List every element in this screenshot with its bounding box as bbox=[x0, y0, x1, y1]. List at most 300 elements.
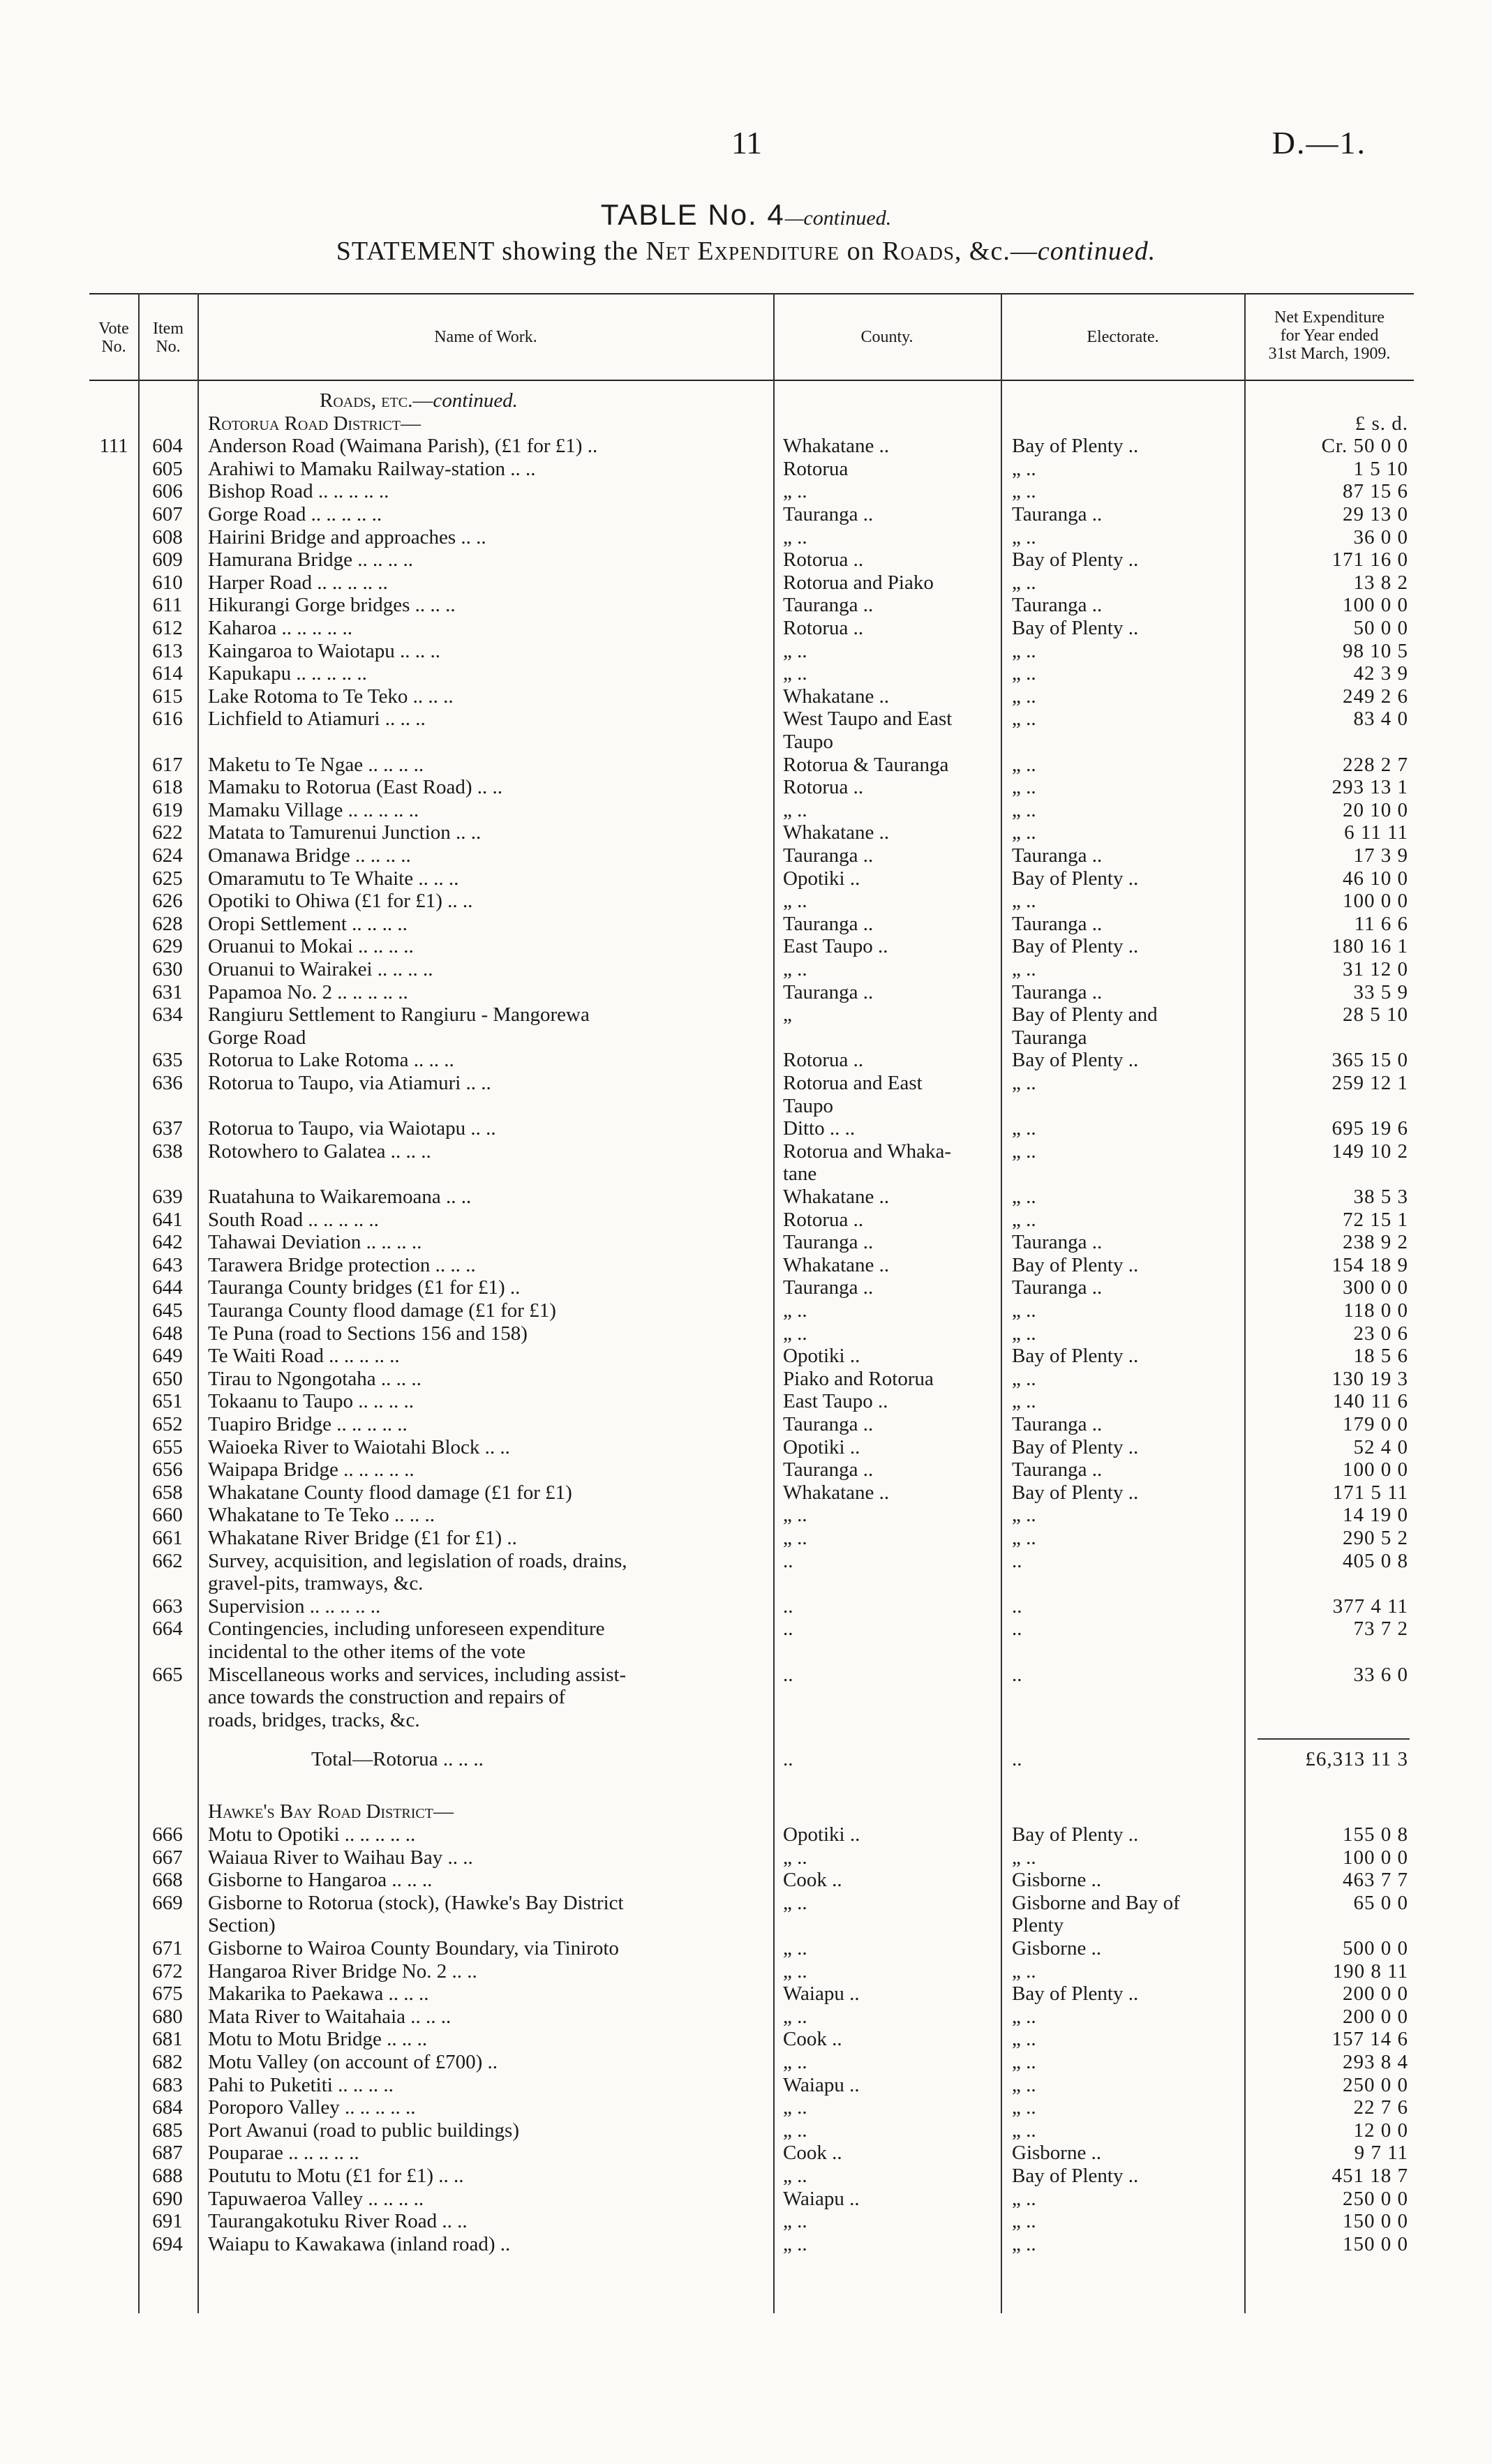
net-expenditure: 290 5 2 bbox=[1343, 1527, 1408, 1549]
item-number: 636 bbox=[152, 1072, 183, 1094]
county-name: „ .. bbox=[783, 2164, 807, 2187]
item-number: 683 bbox=[152, 2073, 183, 2096]
electorate-name: „ .. bbox=[1012, 1527, 1036, 1549]
item-number: 638 bbox=[152, 1140, 183, 1163]
work-name: Papamoa No. 2 .. .. .. .. .. bbox=[208, 980, 408, 1003]
county-name: .. bbox=[783, 1663, 793, 1686]
item-number: 630 bbox=[152, 958, 183, 980]
electorate-name: Bay of Plenty .. bbox=[1012, 1049, 1139, 1072]
net-expenditure: 157 14 6 bbox=[1331, 2028, 1408, 2051]
net-expenditure: 42 3 9 bbox=[1353, 662, 1408, 685]
table-row bbox=[89, 2096, 1414, 2119]
electorate-name: Plenty bbox=[1012, 1914, 1064, 1937]
table-row bbox=[89, 1140, 1414, 1163]
work-name: Oropi Settlement .. .. .. .. bbox=[208, 912, 408, 935]
table-row bbox=[89, 1618, 1414, 1641]
net-expenditure: 100 0 0 bbox=[1343, 594, 1408, 617]
table-row bbox=[89, 2028, 1414, 2051]
net-expenditure: 228 2 7 bbox=[1343, 753, 1408, 776]
work-name: incidental to the other items of the vote bbox=[208, 1641, 526, 1663]
electorate-name: „ .. bbox=[1012, 2005, 1036, 2028]
item-number: 685 bbox=[152, 2119, 183, 2142]
net-expenditure: 500 0 0 bbox=[1343, 1936, 1408, 1959]
county-name: „ .. bbox=[783, 1936, 807, 1959]
electorate-name: „ .. bbox=[1012, 753, 1036, 776]
county-name: Waiapu .. bbox=[783, 2187, 860, 2210]
electorate-name: Bay of Plenty .. bbox=[1012, 617, 1139, 639]
net-expenditure: 20 10 0 bbox=[1343, 798, 1408, 821]
work-name: Gisborne to Wairoa County Boundary, via Tiniroto bbox=[208, 1936, 619, 1959]
county-name: „ .. bbox=[783, 2050, 807, 2073]
item-number: 624 bbox=[152, 844, 183, 867]
electorate-name: „ .. bbox=[1012, 1208, 1036, 1231]
net-expenditure: 22 7 6 bbox=[1353, 2096, 1408, 2119]
table-row bbox=[89, 1527, 1414, 1550]
table-row bbox=[89, 1163, 1414, 1186]
net-expenditure: 179 0 0 bbox=[1343, 1413, 1408, 1435]
county-name: .. bbox=[783, 1595, 793, 1618]
electorate-name: „ .. bbox=[1012, 2232, 1036, 2255]
electorate-name: Tauranga .. bbox=[1012, 844, 1103, 867]
electorate-name: .. bbox=[1012, 1663, 1022, 1686]
electorate-name: „ .. bbox=[1012, 2096, 1036, 2119]
net-header-line-3: 31st March, 1909. bbox=[1268, 345, 1391, 363]
item-number: 682 bbox=[152, 2050, 183, 2073]
item-number: 655 bbox=[152, 1435, 183, 1458]
table-row bbox=[89, 1937, 1414, 1960]
county-name: „ .. bbox=[783, 1322, 807, 1345]
net-expenditure: 200 0 0 bbox=[1343, 2005, 1408, 2028]
electorate-name: „ .. bbox=[1012, 776, 1036, 799]
item-number: 672 bbox=[152, 1959, 183, 1983]
electorate-name: „ .. bbox=[1012, 890, 1036, 913]
item-number: 650 bbox=[152, 1367, 183, 1390]
net-expenditure: 377 4 11 bbox=[1332, 1595, 1408, 1618]
electorate-name: Bay of Plenty .. bbox=[1012, 1345, 1139, 1368]
electorate-name: Bay of Plenty .. bbox=[1012, 435, 1139, 458]
net-expenditure: 23 0 6 bbox=[1353, 1322, 1408, 1345]
county-name: Tauranga .. bbox=[783, 1458, 874, 1481]
net-expenditure: 18 5 6 bbox=[1353, 1345, 1408, 1368]
net-expenditure: 50 0 0 bbox=[1353, 617, 1408, 639]
work-name: Lake Rotoma to Te Teko .. .. .. bbox=[208, 685, 454, 708]
county-name: East Taupo .. bbox=[783, 935, 888, 958]
table-row bbox=[89, 2119, 1414, 2142]
work-name: Motu to Motu Bridge .. .. .. bbox=[208, 2028, 428, 2051]
item-number: 680 bbox=[152, 2005, 183, 2028]
table-row bbox=[89, 1709, 1414, 1732]
item-number: 652 bbox=[152, 1413, 183, 1435]
table-row bbox=[89, 1117, 1414, 1140]
work-name: Gisborne to Rotorua (stock), (Hawke's Bay District bbox=[208, 1891, 624, 1914]
item-header-line-1: Item bbox=[153, 320, 184, 338]
electorate-name: Bay of Plenty .. bbox=[1012, 1481, 1139, 1504]
table-row bbox=[89, 685, 1414, 708]
net-expenditure: 150 0 0 bbox=[1343, 2210, 1408, 2233]
table-row bbox=[89, 2051, 1414, 2074]
work-name: Mamaku to Rotorua (East Road) .. .. bbox=[208, 776, 503, 799]
county-name: Cook .. bbox=[783, 1869, 842, 1892]
item-number: 681 bbox=[152, 2028, 183, 2051]
net-expenditure: 171 5 11 bbox=[1332, 1481, 1408, 1504]
county-name: „ .. bbox=[783, 480, 807, 503]
county-name: Whakatane .. bbox=[783, 821, 890, 844]
electorate-name: .. bbox=[1012, 1549, 1022, 1572]
table-row bbox=[89, 1664, 1414, 1687]
work-name: Port Awanui (road to public buildings) bbox=[208, 2119, 519, 2142]
work-name: Te Waiti Road .. .. .. .. .. bbox=[208, 1345, 400, 1368]
county-name: Piako and Rotorua bbox=[783, 1367, 934, 1390]
work-name: Whakatane to Te Teko .. .. .. bbox=[208, 1504, 435, 1527]
table-row bbox=[89, 708, 1414, 731]
net-expenditure: 200 0 0 bbox=[1343, 1983, 1408, 2006]
net-expenditure: 1 5 10 bbox=[1353, 457, 1408, 480]
table-row bbox=[89, 1095, 1414, 1118]
electorate-name: „ .. bbox=[1012, 1504, 1036, 1527]
table-row bbox=[89, 526, 1414, 549]
county-name: „ .. bbox=[783, 639, 807, 662]
table-row bbox=[89, 1846, 1414, 1869]
item-number: 639 bbox=[152, 1186, 183, 1208]
electorate-name: Gisborne .. bbox=[1012, 2142, 1102, 2165]
table-row bbox=[89, 662, 1414, 685]
vote-header-line-2: No. bbox=[101, 338, 126, 356]
electorate-name: Tauranga bbox=[1012, 1026, 1087, 1049]
net-expenditure: 31 12 0 bbox=[1343, 958, 1408, 980]
work-name: Mata River to Waitahaia .. .. .. bbox=[208, 2005, 452, 2028]
column-header-name: Name of Work. bbox=[434, 328, 537, 346]
electorate-name: „ .. bbox=[1012, 457, 1036, 480]
net-expenditure: 405 0 8 bbox=[1343, 1549, 1408, 1572]
net-expenditure: 463 7 7 bbox=[1343, 1869, 1408, 1892]
net-expenditure: 140 11 6 bbox=[1332, 1390, 1408, 1413]
table-row bbox=[89, 458, 1414, 481]
table-row bbox=[89, 1823, 1414, 1846]
county-name: Rotorua & Tauranga bbox=[783, 753, 949, 776]
work-name: Hamurana Bridge .. .. .. .. bbox=[208, 548, 413, 572]
item-number: 619 bbox=[152, 798, 183, 821]
item-number: 608 bbox=[152, 525, 183, 548]
net-expenditure: 451 18 7 bbox=[1331, 2164, 1408, 2187]
table-row bbox=[89, 640, 1414, 663]
net-expenditure: 9 7 11 bbox=[1354, 2142, 1408, 2165]
electorate-name: Bay of Plenty .. bbox=[1012, 1253, 1139, 1276]
county-name: „ .. bbox=[783, 1504, 807, 1527]
item-number: 618 bbox=[152, 776, 183, 799]
net-expenditure: Cr. 50 0 0 bbox=[1321, 435, 1408, 458]
net-expenditure: 171 16 0 bbox=[1331, 548, 1408, 572]
table-row bbox=[89, 2233, 1414, 2256]
net-expenditure: 155 0 8 bbox=[1343, 1823, 1408, 1846]
work-name: Lichfield to Atiamuri .. .. .. bbox=[208, 708, 426, 731]
item-number: 615 bbox=[152, 685, 183, 708]
work-name: Hairini Bridge and approaches .. .. bbox=[208, 525, 486, 548]
electorate-name: Tauranga .. bbox=[1012, 980, 1103, 1003]
electorate-name: „ .. bbox=[1012, 639, 1036, 662]
net-expenditure: 100 0 0 bbox=[1343, 1458, 1408, 1481]
county-name: Cook .. bbox=[783, 2028, 842, 2051]
county-name: Rotorua .. bbox=[783, 776, 864, 799]
table-row bbox=[89, 958, 1414, 981]
item-number: 690 bbox=[152, 2187, 183, 2210]
electorate-name: „ .. bbox=[1012, 685, 1036, 708]
item-number: 613 bbox=[152, 639, 183, 662]
table-row bbox=[89, 1299, 1414, 1322]
net-expenditure: 46 10 0 bbox=[1343, 867, 1408, 890]
work-name: Ruatahuna to Waikaremoana .. .. bbox=[208, 1186, 472, 1208]
table-row bbox=[89, 1458, 1414, 1481]
electorate-name: „ .. bbox=[1012, 2210, 1036, 2233]
item-number: 605 bbox=[152, 457, 183, 480]
item-number: 606 bbox=[152, 480, 183, 503]
table-row bbox=[89, 1686, 1414, 1709]
column-header-net-expenditure bbox=[1246, 308, 1413, 363]
section-heading-continued: continued. bbox=[433, 389, 518, 412]
county-name: Whakatane .. bbox=[783, 435, 890, 458]
section-heading-main: Roads, etc.— bbox=[320, 389, 433, 412]
county-name: .. bbox=[783, 1549, 793, 1572]
work-name: Gisborne to Hangaroa .. .. .. bbox=[208, 1869, 433, 1892]
county-name: Whakatane .. bbox=[783, 685, 890, 708]
table-row bbox=[89, 2006, 1414, 2029]
table-title-main: TABLE No. 4 bbox=[600, 198, 785, 231]
table-row bbox=[89, 1550, 1414, 1573]
item-number: 643 bbox=[152, 1253, 183, 1276]
electorate-name: Bay of Plenty .. bbox=[1012, 548, 1139, 572]
net-expenditure: 238 9 2 bbox=[1343, 1231, 1408, 1254]
county-name: „ .. bbox=[783, 2096, 807, 2119]
work-name: Omaramutu to Te Whaite .. .. .. bbox=[208, 867, 459, 890]
county-name: „ .. bbox=[783, 2210, 807, 2233]
electorate-name: „ .. bbox=[1012, 1072, 1036, 1094]
electorate-name: „ .. bbox=[1012, 1390, 1036, 1413]
net-expenditure: 33 5 9 bbox=[1353, 980, 1408, 1003]
work-name: Maketu to Te Ngae .. .. .. .. bbox=[208, 753, 424, 776]
net-header-line-1: Net Expenditure bbox=[1274, 308, 1385, 327]
total-row bbox=[89, 1748, 1414, 1771]
statement-part-5: , &c.— bbox=[954, 237, 1038, 266]
item-number: 663 bbox=[152, 1595, 183, 1618]
electorate-name: „ .. bbox=[1012, 2119, 1036, 2142]
table-row bbox=[89, 1276, 1414, 1299]
work-name: Gorge Road bbox=[208, 1026, 306, 1049]
county-name: „ .. bbox=[783, 2119, 807, 2142]
county-name: Tauranga .. bbox=[783, 1231, 874, 1254]
net-expenditure: 293 13 1 bbox=[1331, 776, 1408, 799]
work-name: Te Puna (road to Sections 156 and 158) bbox=[208, 1322, 528, 1345]
electorate-name: „ .. bbox=[1012, 1299, 1036, 1322]
work-name: Pahi to Puketiti .. .. .. .. bbox=[208, 2073, 394, 2096]
work-name: Mamaku Village .. .. .. .. .. bbox=[208, 798, 419, 821]
electorate-name: „ .. bbox=[1012, 480, 1036, 503]
work-name: Motu Valley (on account of £700) .. bbox=[208, 2050, 498, 2073]
item-number: 604 bbox=[152, 435, 183, 458]
item-number: 664 bbox=[152, 1618, 183, 1641]
county-name: Tauranga .. bbox=[783, 1413, 874, 1435]
item-number: 675 bbox=[152, 1983, 183, 2006]
work-name: Miscellaneous works and services, including assist- bbox=[208, 1663, 627, 1686]
county-name: „ .. bbox=[783, 958, 807, 980]
item-number: 641 bbox=[152, 1208, 183, 1231]
table-row bbox=[89, 1026, 1414, 1050]
item-number: 622 bbox=[152, 821, 183, 844]
county-name: „ .. bbox=[783, 890, 807, 913]
work-name: Rotorua to Lake Rotoma .. .. .. bbox=[208, 1049, 454, 1072]
work-name: roads, bridges, tracks, &c. bbox=[208, 1708, 420, 1731]
county-name: „ .. bbox=[783, 2232, 807, 2255]
total-label: Total—Rotorua .. .. .. bbox=[311, 1748, 484, 1771]
electorate-name: Bay of Plenty .. bbox=[1012, 1435, 1139, 1458]
item-number: 660 bbox=[152, 1504, 183, 1527]
county-name: Rotorua .. bbox=[783, 1208, 864, 1231]
work-name: Anderson Road (Waimana Parish), (£1 for £1) .. bbox=[208, 435, 598, 458]
county-name: Ditto .. .. bbox=[783, 1117, 856, 1140]
work-name: Contingencies, including unforeseen expenditure bbox=[208, 1618, 605, 1641]
item-number: 669 bbox=[152, 1891, 183, 1914]
table-row bbox=[89, 1186, 1414, 1209]
net-expenditure: 14 19 0 bbox=[1343, 1504, 1408, 1527]
work-name: Makarika to Paekawa .. .. .. bbox=[208, 1983, 429, 2006]
electorate-name: „ .. bbox=[1012, 1140, 1036, 1163]
item-number: 651 bbox=[152, 1390, 183, 1413]
work-name: Gorge Road .. .. .. .. .. bbox=[208, 503, 382, 525]
county-name: West Taupo and East bbox=[783, 708, 953, 731]
electorate-name: Tauranga .. bbox=[1012, 503, 1103, 525]
net-expenditure: 190 8 11 bbox=[1332, 1959, 1408, 1983]
item-number: 609 bbox=[152, 548, 183, 572]
table-row bbox=[89, 1390, 1414, 1413]
electorate-name: „ .. bbox=[1012, 2073, 1036, 2096]
electorate-name: „ .. bbox=[1012, 798, 1036, 821]
electorate-name: „ .. bbox=[1012, 2028, 1036, 2051]
county-name: Tauranga .. bbox=[783, 1276, 874, 1299]
work-name: Rotorua to Taupo, via Atiamuri .. .. bbox=[208, 1072, 491, 1094]
electorate-name: Bay of Plenty .. bbox=[1012, 867, 1139, 890]
net-expenditure: 250 0 0 bbox=[1343, 2073, 1408, 2096]
electorate-name: „ .. bbox=[1012, 571, 1036, 594]
vote-header-line-1: Vote bbox=[98, 320, 129, 338]
net-expenditure: 154 18 9 bbox=[1331, 1253, 1408, 1276]
statement-part-6: continued. bbox=[1037, 237, 1156, 266]
net-expenditure: 33 6 0 bbox=[1353, 1663, 1408, 1686]
item-number: 658 bbox=[152, 1481, 183, 1504]
work-name: Waiaua River to Waihau Bay .. .. bbox=[208, 1846, 473, 1869]
item-number: 637 bbox=[152, 1117, 183, 1140]
work-name: Arahiwi to Mamaku Railway-station .. .. bbox=[208, 457, 536, 480]
county-name: Cook .. bbox=[783, 2142, 842, 2165]
net-expenditure: 180 16 1 bbox=[1331, 935, 1408, 958]
work-name: Taurangakotuku River Road .. .. bbox=[208, 2210, 468, 2233]
table-row bbox=[89, 1983, 1414, 2006]
document-reference: D.—1. bbox=[1271, 125, 1366, 160]
electorate-name: „ .. bbox=[1012, 1322, 1036, 1345]
county-name: Opotiki .. bbox=[783, 867, 860, 890]
net-expenditure: 73 7 2 bbox=[1353, 1618, 1408, 1641]
work-name: Waioeka River to Waiotahi Block .. .. bbox=[208, 1435, 510, 1458]
electorate-name: Gisborne .. bbox=[1012, 1869, 1102, 1892]
electorate-name: „ .. bbox=[1012, 662, 1036, 685]
table-row bbox=[89, 1231, 1414, 1254]
county-name: „ bbox=[783, 1003, 792, 1026]
item-number: 645 bbox=[152, 1299, 183, 1322]
county-name: Opotiki .. bbox=[783, 1435, 860, 1458]
item-number: 626 bbox=[152, 890, 183, 913]
item-number: 642 bbox=[152, 1231, 183, 1254]
work-name: Rangiuru Settlement to Rangiuru - Mangorewa bbox=[208, 1003, 590, 1026]
work-name: Oruanui to Wairakei .. .. .. .. bbox=[208, 958, 433, 980]
item-number: 611 bbox=[152, 594, 183, 617]
electorate-name: .. bbox=[1012, 1595, 1022, 1618]
work-name: Hikurangi Gorge bridges .. .. .. bbox=[208, 594, 456, 617]
vote-number: 111 bbox=[99, 435, 128, 458]
county-name: Tauranga .. bbox=[783, 912, 874, 935]
net-expenditure: 12 0 0 bbox=[1353, 2119, 1408, 2142]
expenditure-table bbox=[89, 293, 1414, 2313]
column-header-county: County. bbox=[860, 328, 913, 346]
table-row bbox=[89, 731, 1414, 754]
county-name: Waiapu .. bbox=[783, 2073, 860, 2096]
electorate-name: „ .. bbox=[1012, 2050, 1036, 2073]
electorate-name: Bay of Plenty and bbox=[1012, 1003, 1158, 1026]
county-name: „ .. bbox=[783, 1959, 807, 1983]
table-title bbox=[0, 198, 1492, 232]
work-name: Tauranga County bridges (£1 for £1) .. bbox=[208, 1276, 521, 1299]
district-heading-rotorua: Rotorua Road District— bbox=[208, 412, 421, 435]
item-number: 691 bbox=[152, 2210, 183, 2233]
net-expenditure: 17 3 9 bbox=[1353, 844, 1408, 867]
item-number: 616 bbox=[152, 708, 183, 731]
work-name: Matata to Tamurenui Junction .. .. bbox=[208, 821, 482, 844]
electorate-name: Gisborne .. bbox=[1012, 1936, 1102, 1959]
electorate-name: „ .. bbox=[1012, 1959, 1036, 1983]
electorate-name: „ .. bbox=[1012, 525, 1036, 548]
item-header-line-2: No. bbox=[156, 338, 181, 356]
total-amount: £6,313 11 3 bbox=[1305, 1748, 1408, 1771]
county-name: tane bbox=[783, 1163, 817, 1186]
table-row bbox=[89, 2210, 1414, 2233]
table-row bbox=[89, 1481, 1414, 1504]
county-name: Tauranga .. bbox=[783, 594, 874, 617]
work-name: Tahawai Deviation .. .. .. .. bbox=[208, 1231, 422, 1254]
table-row bbox=[89, 1003, 1414, 1026]
county-name: East Taupo .. bbox=[783, 1390, 888, 1413]
table-row bbox=[89, 435, 1414, 458]
work-name: Tokaanu to Taupo .. .. .. .. bbox=[208, 1390, 415, 1413]
table-row bbox=[89, 503, 1414, 526]
net-expenditure: 695 19 6 bbox=[1331, 1117, 1408, 1140]
item-number: 656 bbox=[152, 1458, 183, 1481]
net-expenditure: 87 15 6 bbox=[1343, 480, 1408, 503]
total-rule bbox=[1258, 1738, 1410, 1740]
header-bottom-rule bbox=[89, 380, 1414, 381]
county-name: Rotorua .. bbox=[783, 1049, 864, 1072]
column-header-item bbox=[140, 320, 197, 356]
item-number: 635 bbox=[152, 1049, 183, 1072]
table-row bbox=[89, 572, 1414, 595]
page-number: 11 bbox=[731, 125, 763, 160]
item-number: 628 bbox=[152, 912, 183, 935]
net-expenditure: 11 6 6 bbox=[1354, 912, 1408, 935]
table-row bbox=[89, 935, 1414, 958]
net-expenditure: 249 2 6 bbox=[1343, 685, 1408, 708]
item-number: 666 bbox=[152, 1823, 183, 1846]
item-number: 612 bbox=[152, 617, 183, 639]
county-name: Whakatane .. bbox=[783, 1186, 890, 1208]
net-expenditure: 100 0 0 bbox=[1343, 890, 1408, 913]
item-number: 610 bbox=[152, 571, 183, 594]
county-name: Opotiki .. bbox=[783, 1823, 860, 1846]
item-number: 649 bbox=[152, 1345, 183, 1368]
